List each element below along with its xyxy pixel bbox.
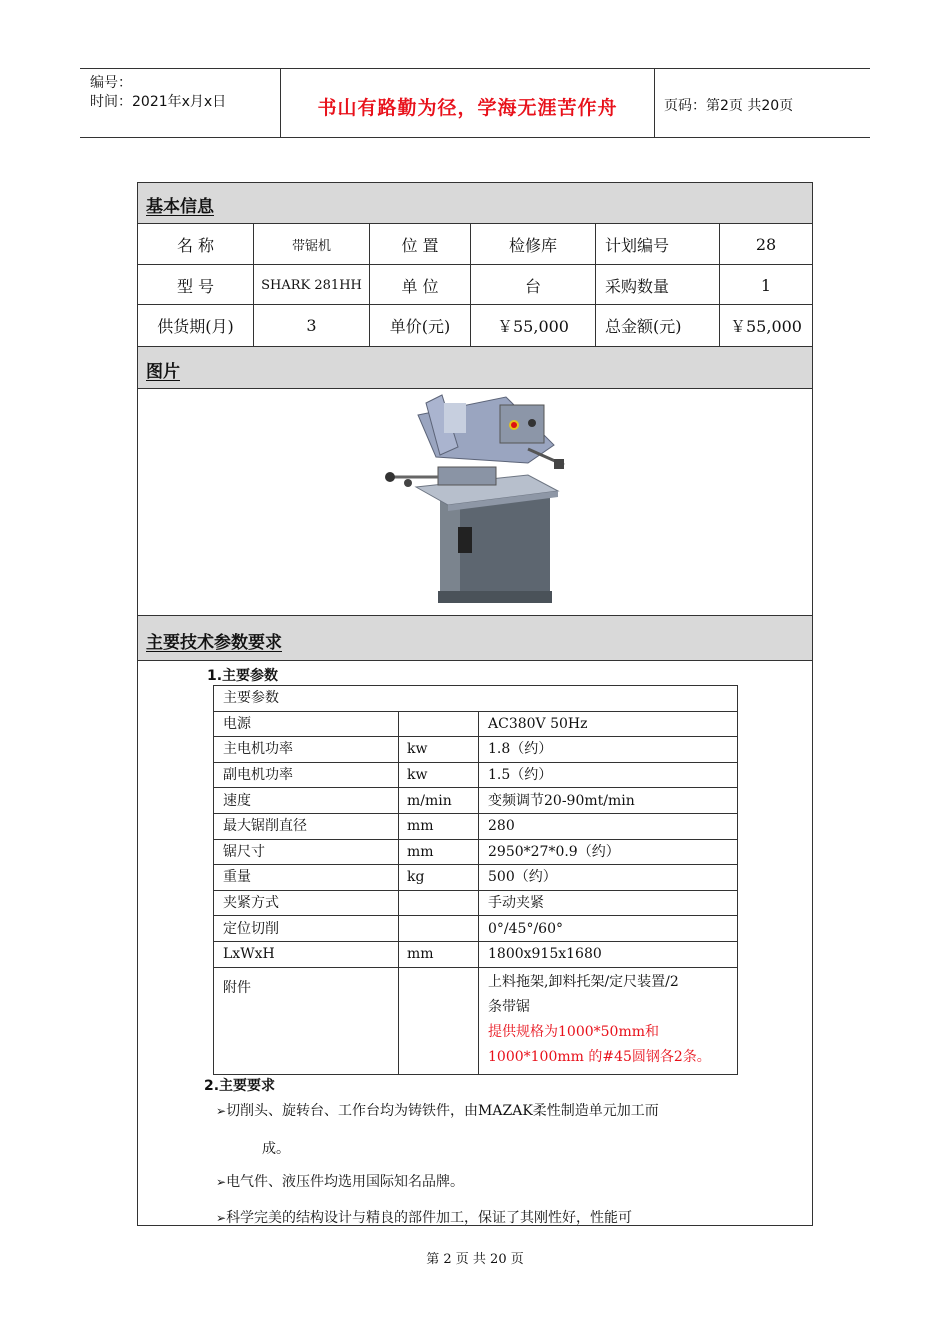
param-unit: mm	[399, 839, 479, 865]
param-unit: kw	[399, 762, 479, 788]
motto: 书山有路勤为径，学海无涯苦作舟	[317, 96, 618, 119]
label-name: 名 称	[176, 235, 215, 255]
section-title: 主要技术参数要求	[146, 633, 282, 653]
param-unit	[399, 916, 479, 942]
param-name: 锯尺寸	[214, 839, 399, 865]
table-row	[214, 737, 738, 763]
params-title: 1.主要参数	[207, 668, 279, 684]
params-header: 主要参数	[214, 686, 738, 712]
param-name: 附件	[214, 967, 399, 1074]
bullet-arrow-icon: ➢	[216, 1211, 227, 1225]
requirement-item	[216, 1171, 464, 1191]
value-delivery: 3	[306, 315, 317, 335]
header-meta	[80, 69, 280, 137]
param-unit: kw	[399, 737, 479, 763]
param-name: LxWxH	[214, 941, 399, 967]
table-row	[214, 916, 738, 942]
param-value: 变频调节20-90mt/min	[479, 788, 738, 814]
param-name: 夹紧方式	[214, 890, 399, 916]
table-row	[214, 813, 738, 839]
param-name: 副电机功率	[214, 762, 399, 788]
page-header	[80, 68, 870, 138]
requirement-text: 科学完美的结构设计与精良的部件加工，保证了其刚性好，性能可	[226, 1210, 633, 1226]
param-unit: kg	[399, 865, 479, 891]
value-location: 检修库	[508, 235, 557, 255]
page-footer: 第 2 页 共 20 页	[426, 1252, 524, 1267]
params-table	[213, 685, 738, 1075]
section-tech-params	[138, 615, 812, 661]
param-unit: mm	[399, 813, 479, 839]
param-name: 速度	[214, 788, 399, 814]
label-quantity: 采购数量	[605, 276, 670, 296]
label-model: 型 号	[176, 276, 215, 296]
accessory-red-line-1: 提供规格为1000*50mm和	[488, 1023, 659, 1040]
param-unit	[399, 711, 479, 737]
section-basic-info	[138, 183, 812, 224]
requirement-item	[216, 1100, 659, 1120]
param-value: 1.5（约）	[479, 762, 738, 788]
spec-sheet	[137, 182, 813, 1226]
section-title: 基本信息	[146, 197, 214, 217]
param-unit: m/min	[399, 788, 479, 814]
time-label: 时间：2021年x月x日	[90, 94, 227, 110]
page-info: 页码：第2页 共20页	[664, 98, 794, 114]
bullet-arrow-icon: ➢	[216, 1175, 227, 1189]
param-value: AC380V 50Hz	[479, 711, 738, 737]
table-row	[214, 865, 738, 891]
requirement-text: 电气件、液压件均选用国际知名品牌。	[226, 1174, 465, 1190]
accessory-red-line-2: 1000*100mm 的#45圆钢各2条。	[488, 1048, 711, 1065]
table-row	[214, 967, 738, 1074]
value-plan-number: 28	[755, 234, 777, 254]
label-delivery: 供货期(月)	[157, 316, 234, 336]
value-total: ￥55,000	[730, 316, 802, 336]
value-name: 带锯机	[291, 238, 331, 254]
band-saw-machine-photo	[378, 391, 570, 605]
param-name: 主电机功率	[214, 737, 399, 763]
table-row	[214, 890, 738, 916]
number-label: 编号：	[90, 75, 132, 91]
label-unit: 单 位	[401, 276, 439, 296]
accessory-line-1: 上料拖架,卸料托架/定尺装置/2	[488, 973, 679, 990]
param-value: 手动夹紧	[479, 890, 738, 916]
param-value: 1.8（约）	[479, 737, 738, 763]
section-title: 图片	[146, 362, 180, 382]
value-model: SHARK 281HH	[261, 277, 362, 293]
param-value: 280	[479, 813, 738, 839]
requirement-item	[216, 1207, 632, 1227]
param-unit	[399, 967, 479, 1074]
requirement-text: 切削头、旋转台、工作台均为铸铁件，由MAZAK柔性制造单元加工而	[226, 1103, 659, 1119]
table-row	[214, 788, 738, 814]
param-value	[479, 967, 738, 1074]
value-quantity: 1	[760, 275, 772, 295]
header-page-cell	[654, 69, 870, 137]
param-value: 2950*27*0.9（约）	[479, 839, 738, 865]
param-name: 电源	[214, 711, 399, 737]
param-unit	[399, 890, 479, 916]
section-picture	[138, 346, 812, 389]
label-plan-number: 计划编号	[605, 235, 670, 255]
table-row	[214, 941, 738, 967]
table-row	[214, 762, 738, 788]
table-row	[214, 839, 738, 865]
requirement-continuation: 成。	[262, 1141, 290, 1157]
header-motto-cell	[280, 69, 655, 137]
requirements-title: 2.主要要求	[204, 1078, 276, 1094]
accessory-line-2: 条带锯	[488, 998, 530, 1015]
table-row	[214, 686, 738, 712]
param-value: 0°/45°/60°	[479, 916, 738, 942]
param-unit: mm	[399, 941, 479, 967]
param-name: 定位切削	[214, 916, 399, 942]
value-unit-price: ￥55,000	[497, 316, 569, 336]
param-name: 重量	[214, 865, 399, 891]
label-total: 总金额(元)	[605, 316, 682, 336]
param-name: 最大锯削直径	[214, 813, 399, 839]
table-row	[214, 711, 738, 737]
label-unit-price: 单价(元)	[389, 316, 451, 336]
param-value: 500（约）	[479, 865, 738, 891]
value-unit: 台	[524, 276, 541, 296]
param-value: 1800x915x1680	[479, 941, 738, 967]
bullet-arrow-icon: ➢	[216, 1104, 227, 1118]
label-location: 位 置	[401, 235, 439, 255]
